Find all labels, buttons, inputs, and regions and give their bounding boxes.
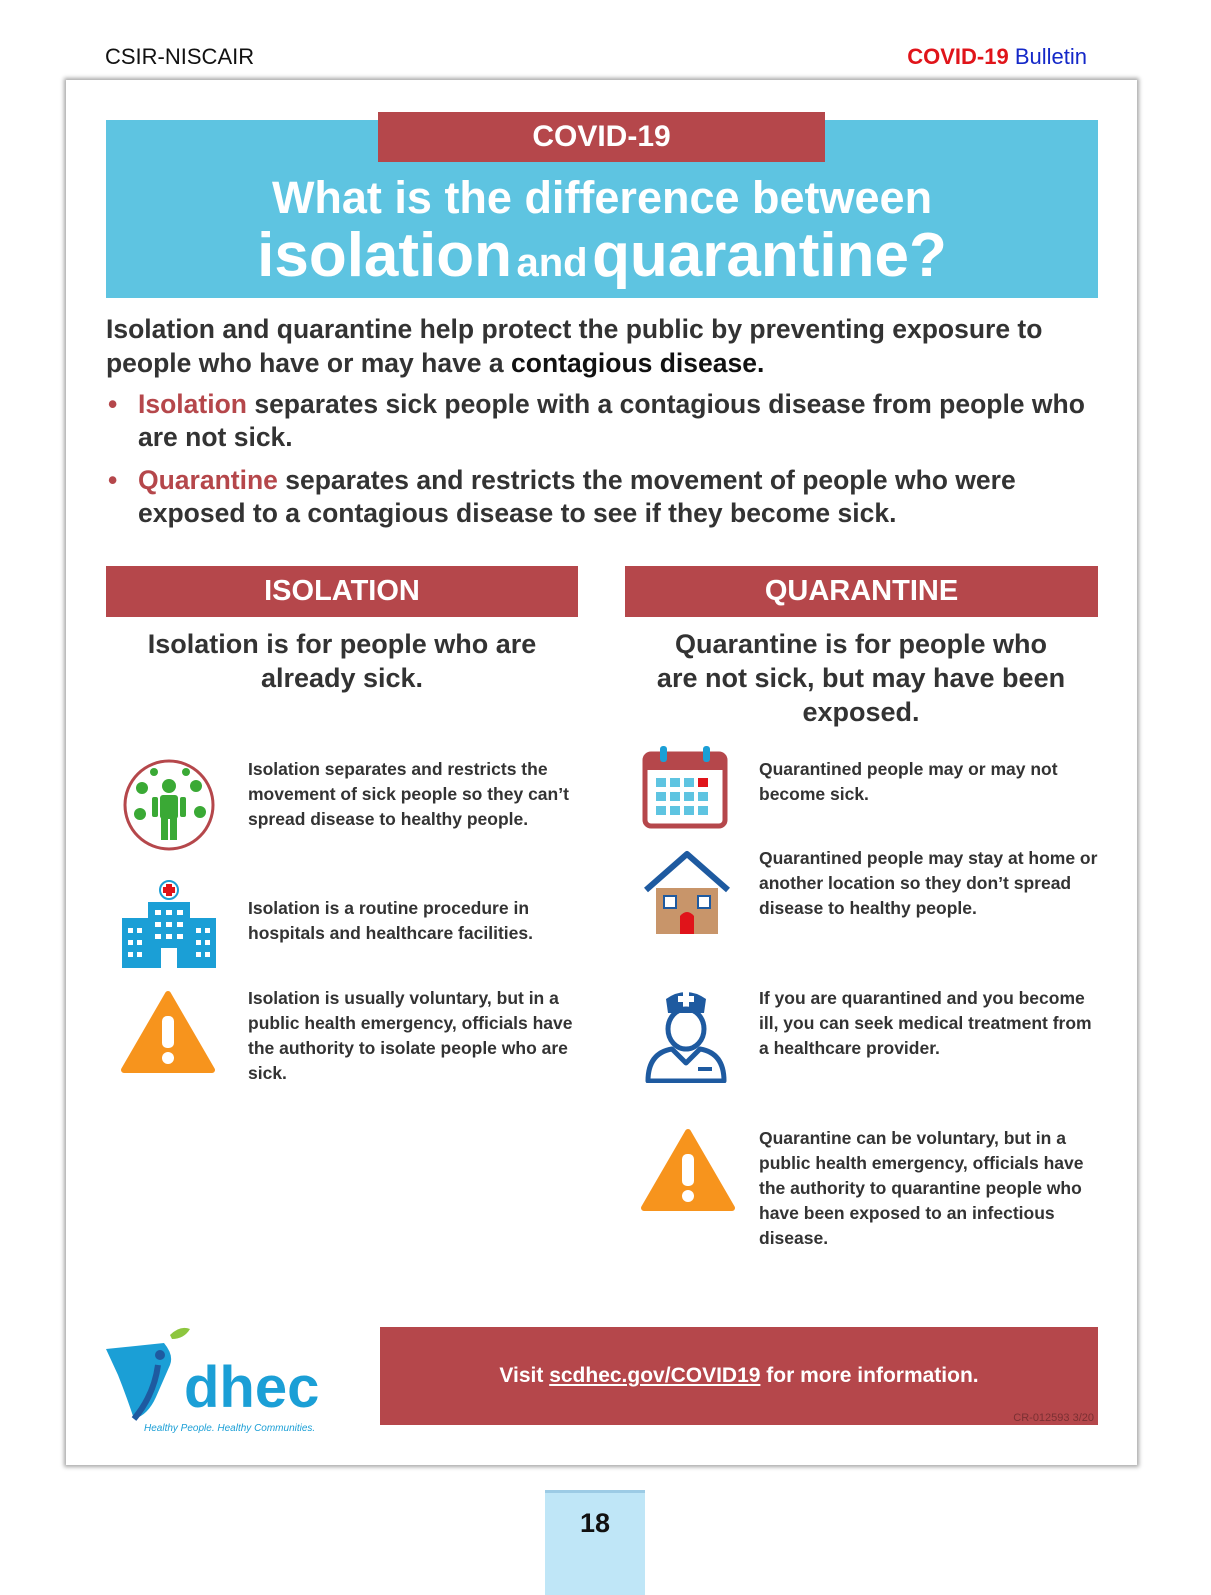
warning-icon (120, 990, 216, 1079)
bullet-isolation (106, 388, 1106, 454)
page-number-rule (545, 1490, 645, 1493)
quarantine-item-3: If you are quarantined and you become ill, you can seek medical treatment from a healthcare provider. (759, 988, 1092, 1058)
infographic-card (66, 80, 1137, 1465)
intro-text: Isolation and quarantine help protect the public by preventing exposure to people who have or may have a (106, 314, 1043, 378)
bullet-quarantine (106, 464, 1106, 530)
nurse-icon (642, 985, 730, 1088)
bullet-text: separates and restricts the movement of people who were exposed to a contagious disease to see if they become sick. (138, 465, 1016, 528)
house-icon (642, 850, 732, 941)
title-line-2 (106, 220, 1098, 291)
bullet-term: Isolation (138, 389, 247, 419)
document-code: CR-012593 3/20 (1013, 1412, 1094, 1424)
quarantine-item-1: Quarantined people may or may not become sick. (759, 759, 1058, 804)
quarantine-heading: QUARANTINE (625, 566, 1098, 617)
isolation-item-1: Isolation separates and restricts the movement of sick people so they can’t spread disease to healthy people. (248, 759, 569, 829)
sick-person-icon (122, 758, 216, 857)
covid-tag: COVID-19 (378, 112, 825, 162)
bullet-dot: • (108, 465, 118, 495)
intro-paragraph (106, 312, 1106, 380)
intro-emphasis: contagious disease. (511, 348, 765, 378)
footer-visit: Visit (499, 1364, 544, 1387)
page-number: 18 (545, 1490, 645, 1595)
bullet-text: separates sick people with a contagious disease from people who are not sick. (138, 389, 1085, 452)
logo-wordmark: dhec (184, 1355, 320, 1420)
quarantine-subtitle: Quarantine is for people who are not sick, but may have been exposed. (656, 629, 1066, 727)
header-bulletin: Bulletin (1014, 44, 1087, 69)
isolation-item-3: Isolation is usually voluntary, but in a public health emergency, officials have the authority to isolate people who are sick. (248, 988, 573, 1083)
footer-rest: for more information. (766, 1364, 979, 1387)
hospital-icon (122, 880, 216, 973)
header-right (907, 44, 1087, 70)
header-covid: COVID-19 (907, 44, 1009, 69)
quarantine-item-2: Quarantined people may stay at home or another location so they don’t spread disease to healthy people. (759, 848, 1098, 918)
footer-text (380, 1364, 1098, 1388)
isolation-subtitle: Isolation is for people who are already sick. (147, 629, 537, 693)
footer-banner (380, 1327, 1098, 1425)
dhec-logo (104, 1325, 334, 1440)
header-left: CSIR-NISCAIR (105, 44, 255, 69)
quarantine-item-4: Quarantine can be voluntary, but in a public health emergency, officials have the authority to quarantine people who have been exposed to an infectious disease. (759, 1128, 1084, 1248)
footer-link[interactable]: scdhec.gov/COVID19 (549, 1364, 761, 1387)
isolation-item-2: Isolation is a routine procedure in hospitals and healthcare facilities. (248, 898, 533, 943)
calendar-icon (642, 746, 728, 835)
bullet-term: Quarantine (138, 465, 278, 495)
bullet-dot: • (108, 389, 118, 419)
definition-bullets (106, 388, 1106, 540)
title-quarantine: quarantine? (592, 221, 947, 290)
title-isolation: isolation (257, 221, 513, 290)
logo-tagline: Healthy People. Healthy Communities. (144, 1423, 316, 1434)
warning-icon (640, 1128, 736, 1217)
isolation-heading: ISOLATION (106, 566, 578, 617)
title-and: and (516, 241, 588, 285)
title-banner (106, 120, 1098, 298)
title-line-1: What is the difference between (271, 172, 933, 223)
